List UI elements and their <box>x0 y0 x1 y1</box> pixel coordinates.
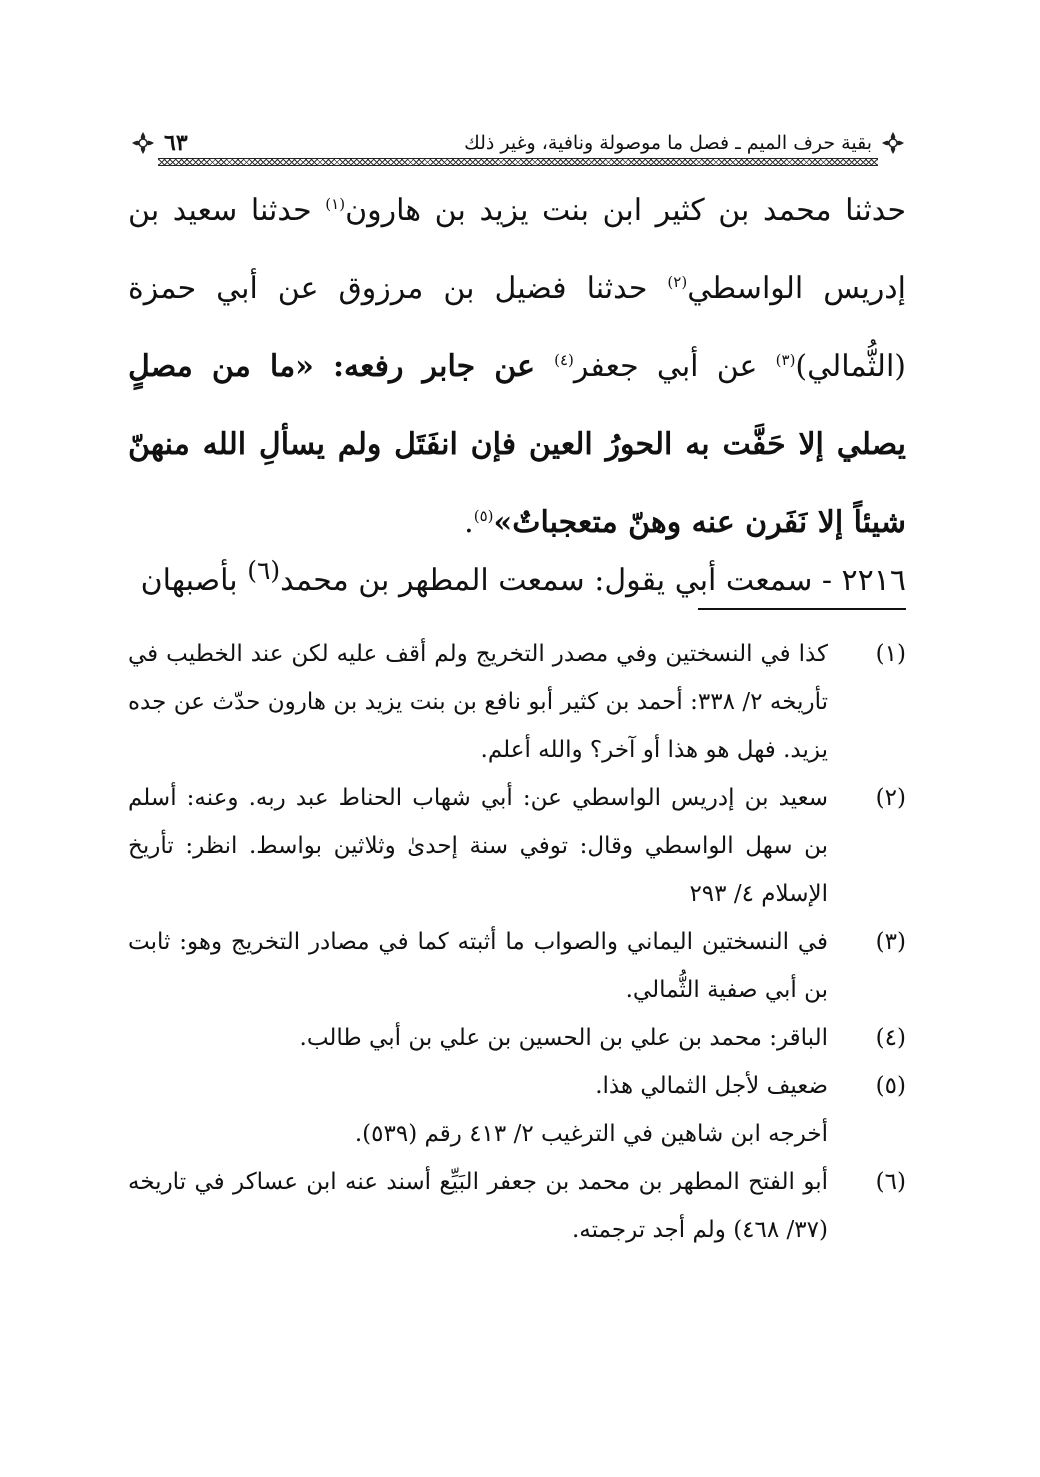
footnote-item <box>128 774 906 918</box>
footnote-number: (٣) <box>875 929 906 955</box>
footnote-item <box>128 1014 906 1062</box>
footnote-number: (٥) <box>875 1073 906 1099</box>
footnote-text: أبو الفتح المطهر بن محمد بن جعفر البَيِّع أسند عنه ابن عساكر في تاريخه (٣٧/ ٤٦٨) ولم أجد ترجمته. <box>128 1169 828 1243</box>
floral-ornament-icon <box>130 130 156 156</box>
footnote-text: في النسختين اليماني والصواب ما أثبته كما في مصادر التخريج وهو: ثابت بن أبي صفية الثُّمالي. <box>128 929 828 1003</box>
footnote-separator <box>698 608 906 610</box>
footnote-number: (٤) <box>875 1025 906 1051</box>
footnote-marker[interactable]: (٥) <box>473 507 494 525</box>
running-title: بقية حرف الميم ـ فصل ما موصولة ونافية، وغير ذلك <box>464 132 872 154</box>
footnote-number: (٦) <box>875 1169 906 1195</box>
footnote-number: (٢) <box>875 785 906 811</box>
isnad-text: عن أبي جعفر <box>573 349 776 384</box>
entry-text-end: بأصبهان <box>140 563 248 598</box>
footnote-marker[interactable]: (١) <box>325 195 346 213</box>
sentence-end: . <box>464 505 474 540</box>
footnote-text: كذا في النسختين وفي مصدر التخريج ولم أقف عليه لكن عند الخطيب في تأريخه ٢/ ٣٣٨: أحمد بن كثير أبو نافع بن بنت يزيد بن هارون حدّث عن جده يزيد. فهل هو هذا أو آخر؟ والله أعلم. <box>128 641 829 763</box>
isnad-text: حدثنا محمد بن كثير ابن بنت يزيد بن هارون <box>345 193 906 228</box>
footnote-source: أخرجه ابن شاهين في الترغيب ٢/ ٤١٣ رقم (٥٣٩). <box>354 1121 828 1147</box>
page-number: ٦٣ <box>164 130 188 156</box>
footnote-text: سعيد بن إدريس الواسطي عن: أبي شهاب الحناط عبد ربه. وعنه: أسلم بن سهل الواسطي وقال: توفي سنة إحدىٰ وثلاثين بواسط. انظر: تأريخ الإسلام ٤/ ٢٩٣ <box>128 785 828 907</box>
footnote-text: ضعيف لأجل الثمالي هذا. <box>595 1073 828 1099</box>
running-header <box>128 128 908 168</box>
entry-text: ٢٢١٦ - سمعت أبي يقول: سمعت المطهر بن محمد <box>280 563 906 598</box>
hadith-matn: عن جابر رفعه: «ما من مصلٍ يصلي إلا حَفَّت به الحورُ العين فإن انفَتَل ولم يسألِ الله منهنّ شيئاً إلا نَفَرن عنه وهنّ متعجباتٌ» <box>128 349 906 540</box>
header-decorative-band <box>158 158 878 166</box>
floral-ornament-icon <box>880 130 906 156</box>
footnote-item <box>128 1062 906 1158</box>
isnad-text: حدثنا فضيل بن مرزوق عن أبي حمزة (الثُّمالي) <box>128 271 906 384</box>
footnote-marker[interactable]: (٦) <box>247 556 281 585</box>
footnotes-section <box>128 630 906 1254</box>
entry-heading <box>128 532 906 620</box>
footnote-marker[interactable]: (٣) <box>775 351 796 369</box>
footnote-text: الباقر: محمد بن علي بن الحسين بن علي بن أبي طالب. <box>299 1025 828 1051</box>
isnad-text: حدثنا سعيد بن إدريس الواسطي <box>128 193 906 306</box>
footnote-item <box>128 1158 906 1254</box>
footnote-marker[interactable]: (٤) <box>554 351 574 369</box>
hadith-paragraph <box>128 172 906 562</box>
footnote-number: (١) <box>875 641 906 667</box>
footnote-item <box>128 630 906 774</box>
footnote-marker[interactable]: (٢) <box>667 273 688 291</box>
footnote-item <box>128 918 906 1014</box>
